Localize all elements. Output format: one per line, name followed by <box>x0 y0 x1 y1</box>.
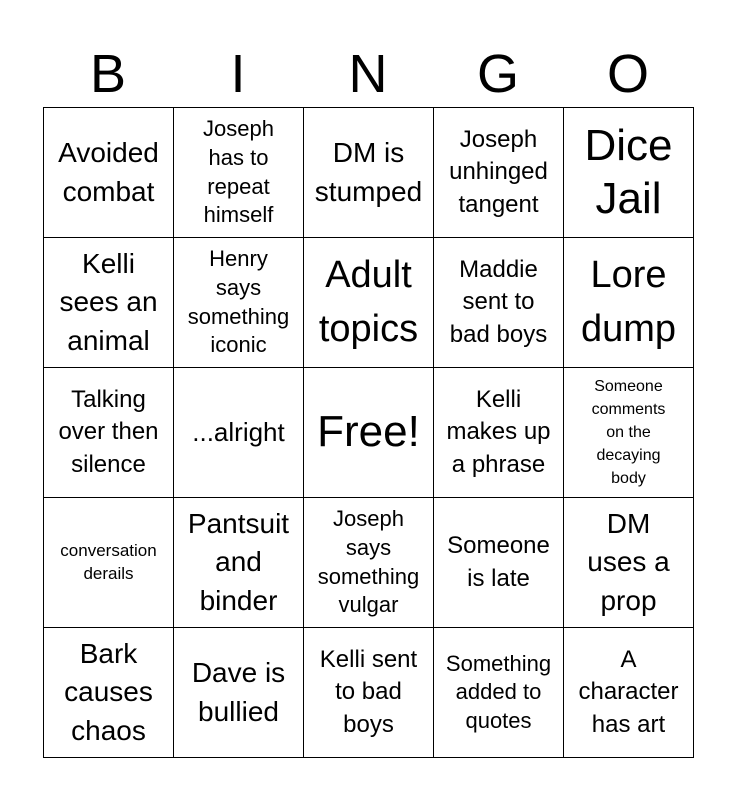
header-letter-o: O <box>606 44 649 104</box>
bingo-cell-joseph-repeat[interactable] <box>174 108 304 238</box>
cell-text: Bark causes chaos <box>64 638 153 746</box>
cell-text: Maddie sent to bad boys <box>449 255 548 348</box>
bingo-cell-free[interactable] <box>304 368 434 498</box>
cell-text: Joseph says something vulgar <box>317 506 420 618</box>
bingo-cell-bark-chaos[interactable] <box>44 628 174 758</box>
cell-text: Joseph unhinged tangent <box>449 125 548 218</box>
bingo-cell-kelli-bad-boys[interactable] <box>304 628 434 758</box>
bingo-cell-kelli-phrase[interactable] <box>434 368 564 498</box>
bingo-cell-joseph-vulgar[interactable] <box>304 498 434 628</box>
cell-text: Free! <box>317 407 420 457</box>
bingo-cell-dm-stumped[interactable] <box>304 108 434 238</box>
bingo-cell-decaying-body[interactable] <box>564 368 694 498</box>
bingo-cell-adult-topics[interactable] <box>304 238 434 368</box>
bingo-cell-maddie-bad-boys[interactable] <box>434 238 564 368</box>
bingo-cell-something-quotes[interactable] <box>434 628 564 758</box>
cell-text: Joseph has to repeat himself <box>203 116 274 228</box>
header-letter-b: B <box>89 44 127 104</box>
cell-text: Something added to quotes <box>445 650 552 733</box>
cell-text: Avoided combat <box>58 137 159 207</box>
bingo-cell-character-art[interactable] <box>564 628 694 758</box>
header-letter-n: N <box>348 44 388 104</box>
cell-text: ...alright <box>192 416 285 447</box>
bingo-header <box>43 40 693 108</box>
cell-text: DM uses a prop <box>587 508 670 616</box>
bingo-cell-someone-late[interactable] <box>434 498 564 628</box>
bingo-cell-pantsuit-binder[interactable] <box>174 498 304 628</box>
bingo-cell-kelli-animal[interactable] <box>44 238 174 368</box>
bingo-cell-dm-prop[interactable] <box>564 498 694 628</box>
cell-text: Henry says something iconic <box>187 246 290 358</box>
bingo-cell-lore-dump[interactable] <box>564 238 694 368</box>
cell-text: Kelli sent to bad boys <box>319 645 418 738</box>
header-letter-i: I <box>230 44 246 104</box>
bingo-cell-henry-iconic[interactable] <box>174 238 304 368</box>
bingo-cell-joseph-tangent[interactable] <box>434 108 564 238</box>
cell-text: Pantsuit and binder <box>187 508 290 616</box>
bingo-cell-talking-silence[interactable] <box>44 368 174 498</box>
cell-text: DM is stumped <box>314 137 423 207</box>
bingo-cell-dice-jail[interactable] <box>564 108 694 238</box>
cell-text: Adult topics <box>318 254 419 350</box>
bingo-cell-alright[interactable] <box>174 368 304 498</box>
cell-text: Kelli sees an animal <box>59 248 158 356</box>
cell-text: A character has art <box>578 645 679 738</box>
header-letter-g: G <box>476 44 519 104</box>
bingo-grid <box>43 107 694 758</box>
cell-text: Someone comments on the decaying body <box>591 377 666 488</box>
cell-text: Lore dump <box>580 254 677 350</box>
bingo-cell-dave-bullied[interactable] <box>174 628 304 758</box>
bingo-cell-avoided-combat[interactable] <box>44 108 174 238</box>
cell-text: conversation derails <box>60 540 157 583</box>
cell-text: Kelli makes up a phrase <box>446 385 551 478</box>
bingo-cell-conversation-derails[interactable] <box>44 498 174 628</box>
cell-text: Dice Jail <box>584 120 673 223</box>
cell-text: Talking over then silence <box>58 385 159 478</box>
cell-text: Someone is late <box>447 532 550 592</box>
cell-text: Dave is bullied <box>191 657 286 727</box>
